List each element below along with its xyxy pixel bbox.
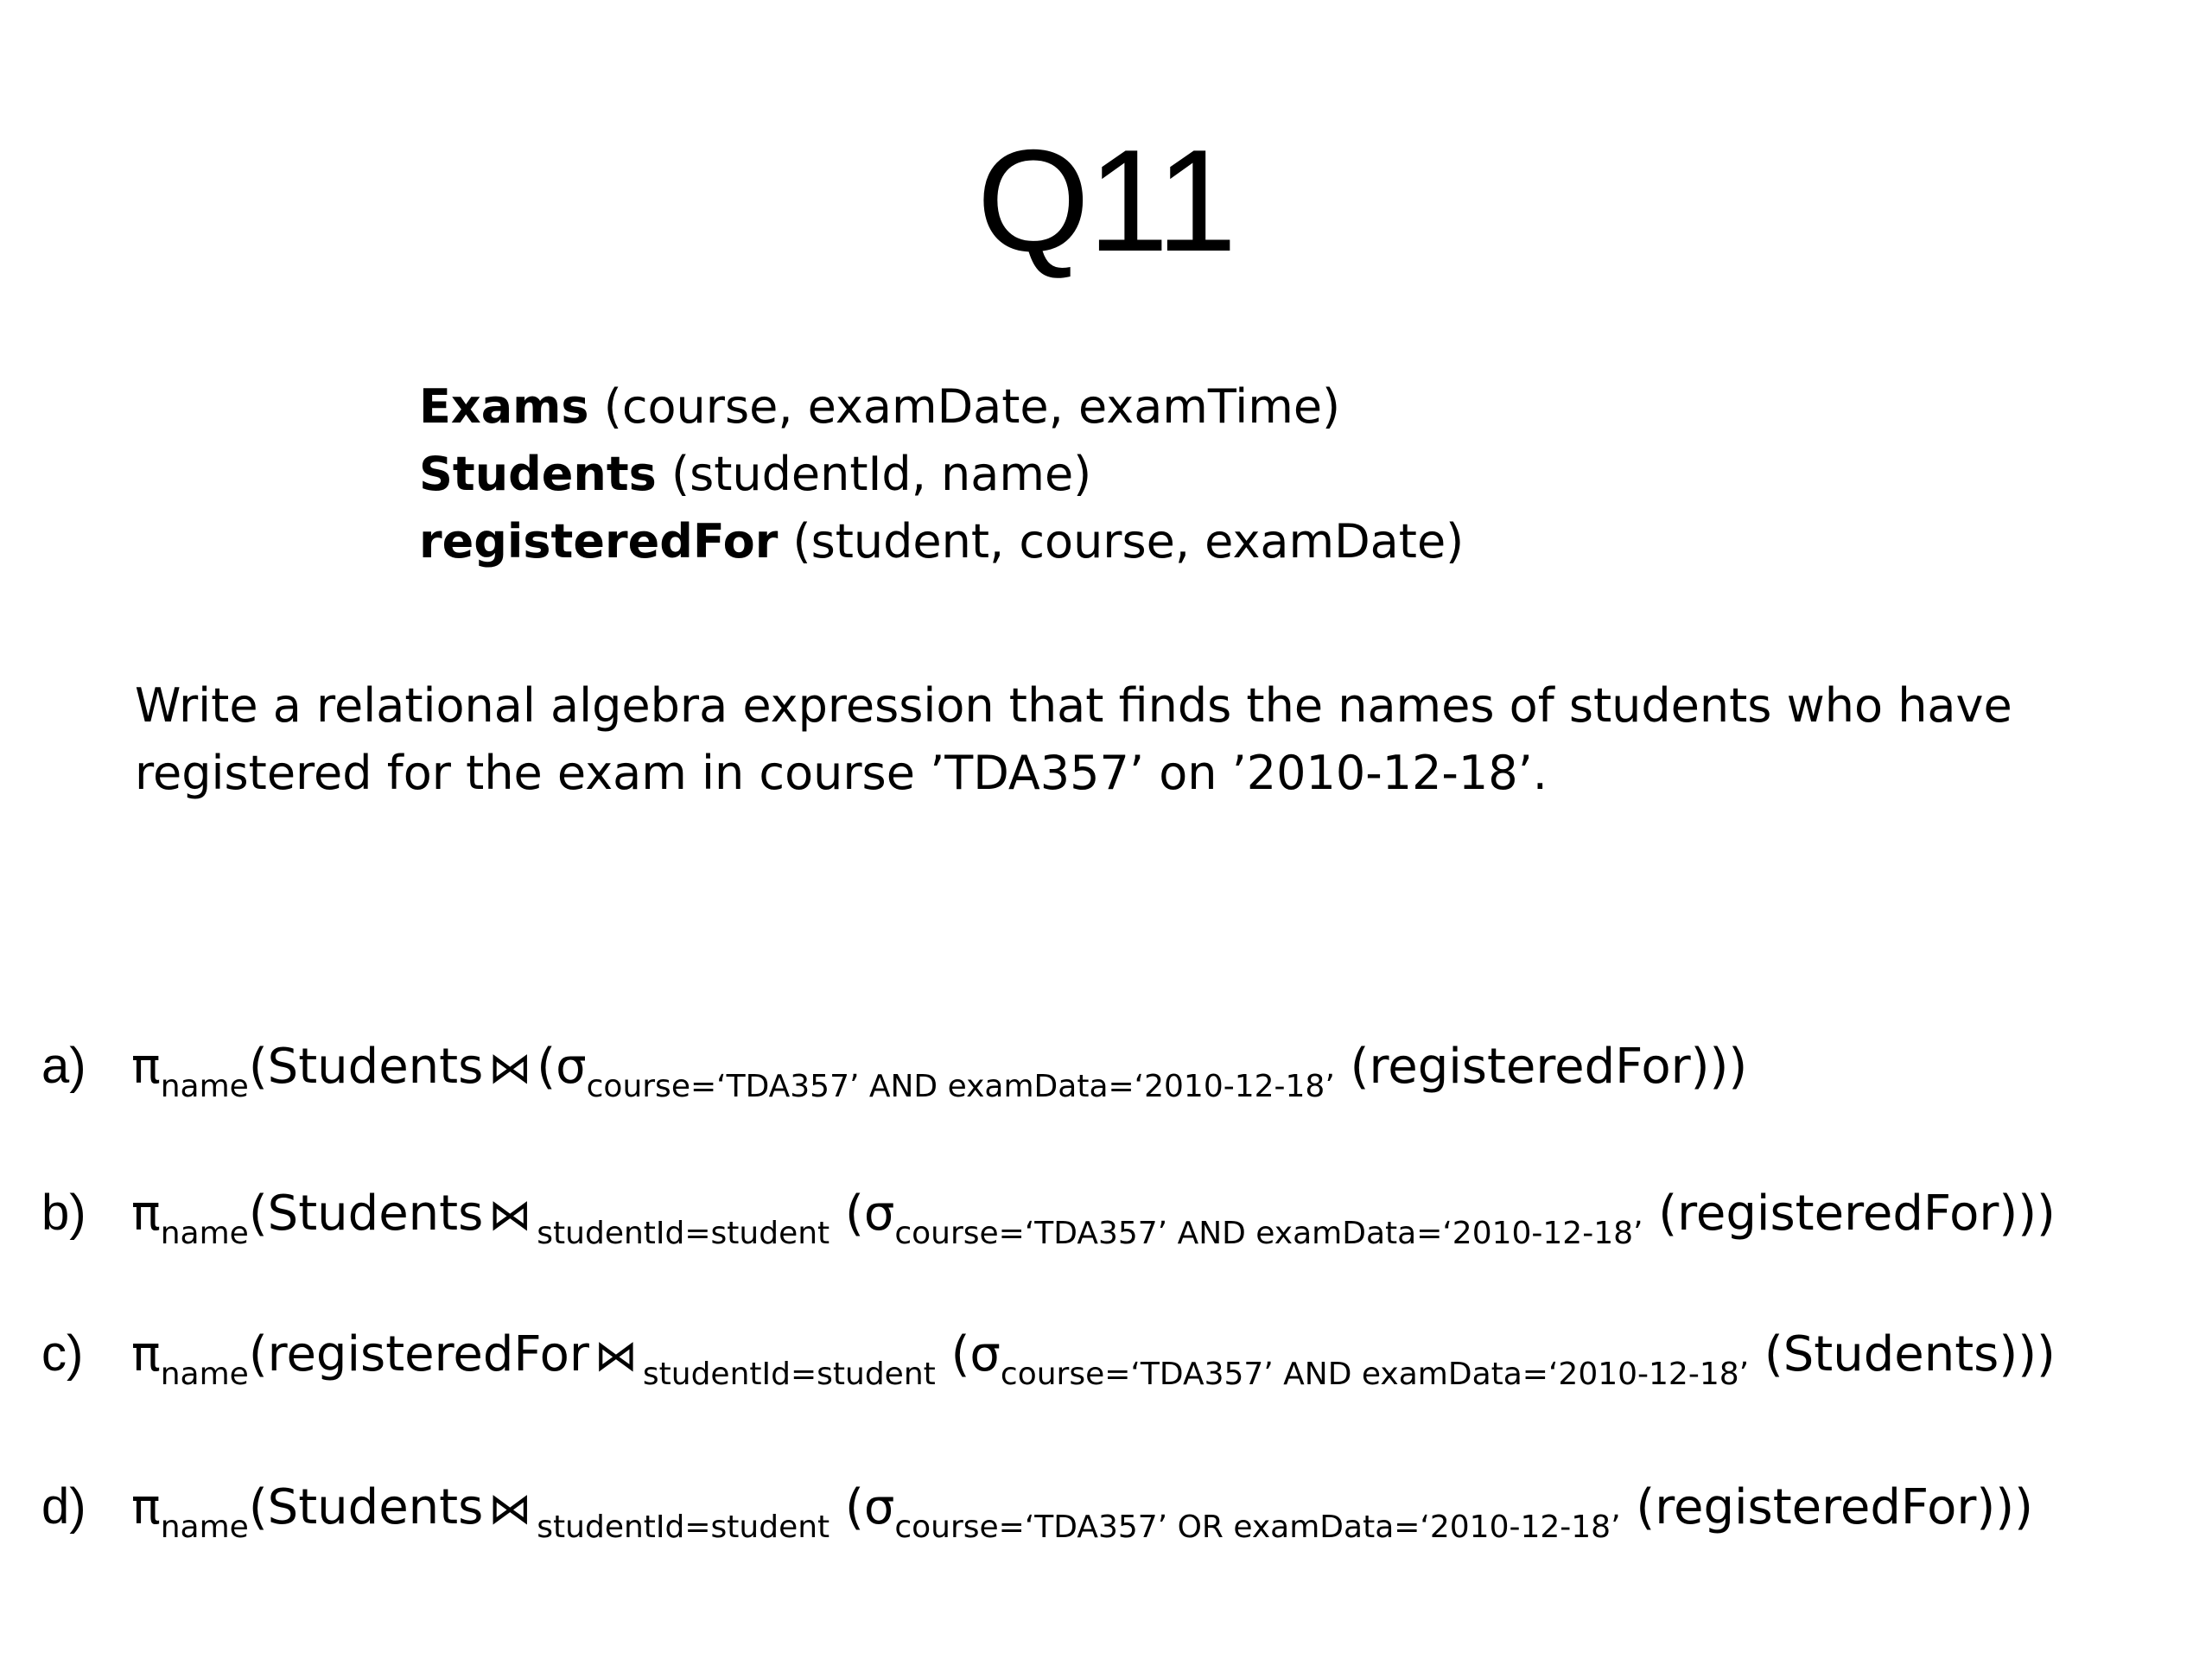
join-condition: studentId=student bbox=[537, 1216, 830, 1251]
schema-row-exams bbox=[419, 373, 1464, 441]
schema-row-students bbox=[419, 441, 1464, 508]
relation-attributes: (course, examDate, examTime) bbox=[603, 379, 1341, 434]
join-condition: studentId=student bbox=[642, 1357, 936, 1392]
selection-open: (σ bbox=[537, 1039, 587, 1095]
question-line: Write a relational algebra expression that finds the names of students who have bbox=[135, 678, 2012, 733]
relation-name: registeredFor bbox=[419, 514, 779, 569]
option-letter: d) bbox=[41, 1478, 86, 1535]
left-operand: (Students bbox=[248, 1479, 484, 1535]
selection-condition: course=‘TDA357’ AND examData=‘2010-12-18’ bbox=[586, 1069, 1335, 1104]
join-condition: studentId=student bbox=[537, 1510, 830, 1545]
projection-subscript: name bbox=[160, 1216, 249, 1251]
selection-open: (σ bbox=[844, 1185, 895, 1242]
join-symbol: ⋈ bbox=[488, 1043, 532, 1093]
answer-option-a bbox=[41, 1038, 1748, 1104]
projection-symbol: π bbox=[131, 1039, 161, 1095]
option-letter: b) bbox=[41, 1185, 86, 1241]
right-operand: (Students))) bbox=[1764, 1326, 2056, 1382]
relation-name: Exams bbox=[419, 379, 589, 434]
right-operand: (registeredFor))) bbox=[1350, 1039, 1748, 1095]
selection-open: (σ bbox=[844, 1479, 895, 1535]
projection-symbol: π bbox=[131, 1185, 161, 1242]
question-text bbox=[135, 672, 2122, 807]
projection-symbol: π bbox=[131, 1479, 161, 1535]
schema-row-registeredfor bbox=[419, 508, 1464, 575]
left-operand: (Students bbox=[248, 1185, 484, 1242]
projection-subscript: name bbox=[160, 1069, 249, 1104]
answer-option-d bbox=[41, 1478, 2033, 1545]
projection-subscript: name bbox=[160, 1357, 249, 1392]
answer-option-b bbox=[41, 1185, 2056, 1251]
right-operand: (registeredFor))) bbox=[1658, 1185, 2056, 1242]
left-operand: (Students bbox=[248, 1039, 484, 1095]
projection-symbol: π bbox=[131, 1326, 161, 1382]
selection-condition: course=‘TDA357’ AND examData=‘2010-12-18’ bbox=[1000, 1357, 1750, 1392]
schema-block bbox=[419, 373, 1464, 575]
join-symbol: ⋈ bbox=[488, 1484, 532, 1534]
relation-attributes: (studentId, name) bbox=[671, 447, 1092, 501]
selection-condition: course=‘TDA357’ AND examData=‘2010-12-18’ bbox=[894, 1216, 1643, 1251]
option-letter: c) bbox=[41, 1325, 84, 1382]
question-line: registered for the exam in course ’TDA357’ on ’2010-12-18’. bbox=[135, 746, 1548, 800]
relation-attributes: (student, course, examDate) bbox=[792, 514, 1465, 569]
projection-subscript: name bbox=[160, 1510, 249, 1545]
selection-open: (σ bbox=[950, 1326, 1001, 1382]
left-operand: (registeredFor bbox=[248, 1326, 589, 1382]
right-operand: (registeredFor))) bbox=[1636, 1479, 2033, 1535]
option-letter: a) bbox=[41, 1038, 86, 1094]
slide-title: Q11 bbox=[976, 119, 1236, 282]
answer-option-c bbox=[41, 1325, 2056, 1392]
selection-condition: course=‘TDA357’ OR examData=‘2010-12-18’ bbox=[894, 1510, 1621, 1545]
relation-name: Students bbox=[419, 447, 657, 501]
join-symbol: ⋈ bbox=[594, 1331, 638, 1381]
join-symbol: ⋈ bbox=[488, 1190, 532, 1240]
